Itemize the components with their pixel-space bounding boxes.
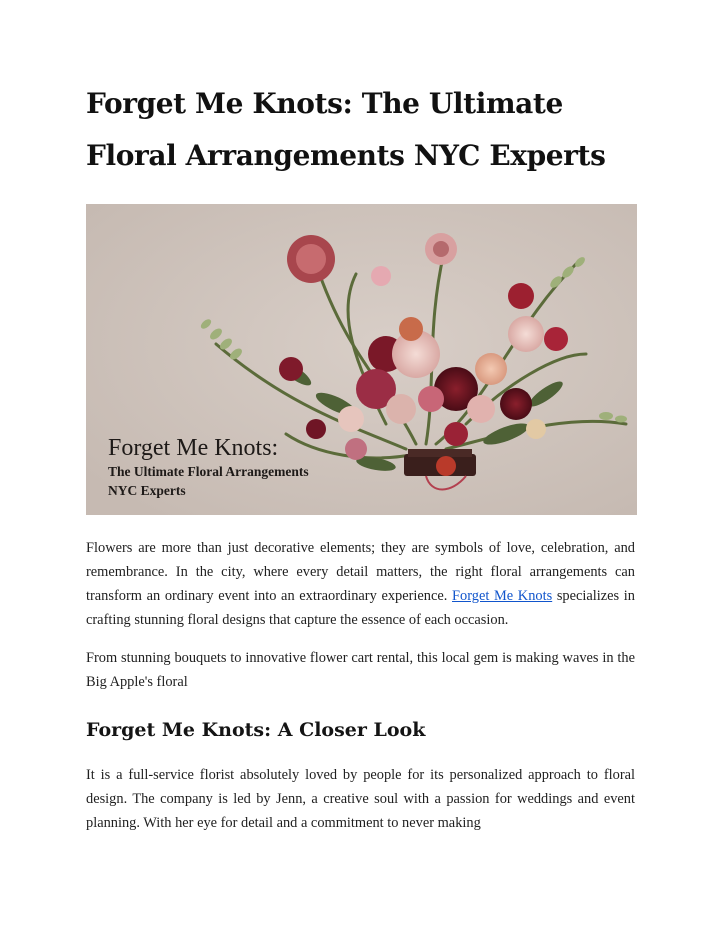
hero-caption-title: Forget Me Knots: [108,435,279,461]
hero-image [86,204,637,515]
title-line-2: Floral Arrangements NYC Experts [86,139,606,172]
intro-paragraph [86,536,635,632]
title-line-1: Forget Me Knots: The Ultimate [86,87,563,120]
hero-caption [108,434,309,500]
second-paragraph: From stunning bouquets to innovative flower cart rental, this local gem is making waves in the Big Apple's floral [86,650,635,690]
intro-text-after-link: specializes in crafting stunning floral designs that capture the essence of each occasion. [86,588,635,628]
document-title [86,78,646,182]
hero-caption-subtitle: The Ultimate Floral Arrangements [108,464,309,479]
section-paragraph: It is a full-service florist absolutely loved by people for its personalized approach to floral design. The company is led by Jenn, a creative soul with a passion for weddings and event planning. With her eye for detail and a commitment to never making [86,767,635,831]
forget-me-knots-link[interactable]: Forget Me Knots [452,588,553,604]
intro-text-before-link: Flowers are more than just decorative elements; they are symbols of love, celebration, and remembrance. In the city, where every detail matters, the right floral arrangements can transform an ordinary event into an extraordinary experience. [86,540,635,604]
hero-caption-location: NYC Experts [108,483,186,498]
section-heading: Forget Me Knots: A Closer Look [86,719,426,741]
